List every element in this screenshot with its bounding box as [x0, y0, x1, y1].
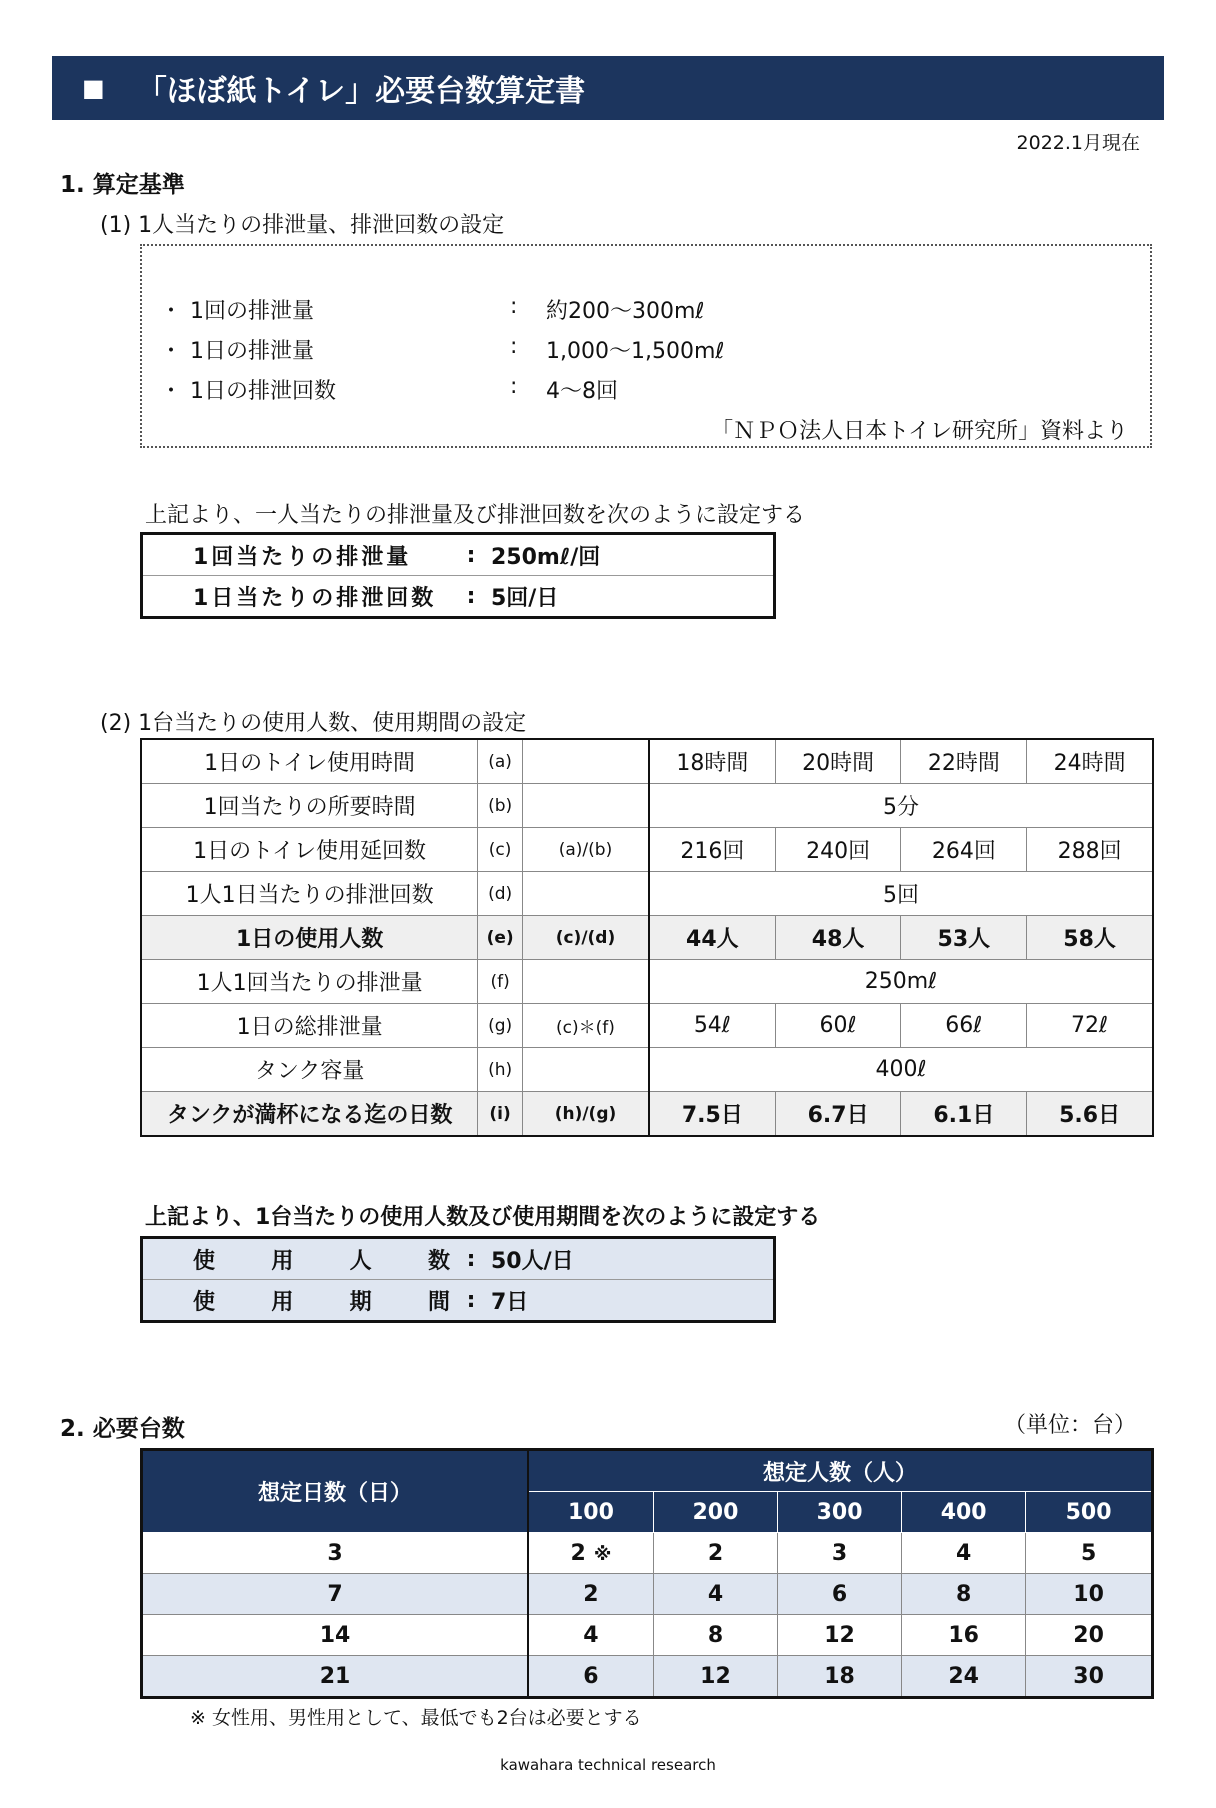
units-value: 3 — [831, 1540, 848, 1566]
days-header: 想定日数（日） — [142, 1450, 529, 1533]
row-label: タンク容量 — [141, 1048, 478, 1092]
row-label: 1日の総排泄量 — [141, 1004, 478, 1048]
units-value: 8 — [956, 1581, 972, 1607]
row-label: 1日のトイレ使用時間 — [141, 739, 478, 784]
value-cell: 6.7日 — [775, 1092, 901, 1137]
unit-label: （単位：台） — [1003, 1413, 1136, 1438]
value-cell: 288回 — [1027, 828, 1153, 872]
reference-label: 1日の排泄回数 — [190, 379, 336, 404]
table-row — [142, 1656, 1153, 1698]
colon: : — [510, 294, 518, 319]
units-value: 8 — [707, 1622, 724, 1648]
footnote: ※ 女性用、男性用として、最低でも2台は必要とする — [190, 1707, 642, 1729]
units-cell — [1026, 1533, 1153, 1574]
people-count-header: 100 — [528, 1492, 653, 1533]
people-header: 想定人数（人） — [528, 1450, 1153, 1492]
page-header — [52, 56, 1164, 120]
row-label: 1人1日当たりの排泄回数 — [141, 872, 478, 916]
colon: : — [510, 334, 518, 359]
table-row — [142, 1574, 1153, 1615]
value-cell: 48人 — [775, 916, 901, 960]
days-cell: 7 — [142, 1574, 529, 1615]
credit: kawahara technical research — [500, 1756, 716, 1774]
label-char: 期 — [349, 1289, 375, 1315]
value-cell-merged: 5回 — [649, 872, 1153, 916]
table-row — [141, 872, 1153, 916]
people-count-header: 400 — [902, 1492, 1026, 1533]
row-formula — [522, 784, 649, 828]
label-char: 間 — [427, 1289, 453, 1315]
reference-value: 4～8回 — [546, 379, 618, 404]
days-cell: 14 — [142, 1615, 529, 1656]
setting-value: 250mℓ/回 — [491, 544, 601, 570]
people-count-header: 300 — [778, 1492, 902, 1533]
units-cell — [528, 1533, 653, 1574]
setting-value: 5回/日 — [491, 585, 559, 611]
units-cell — [528, 1574, 653, 1615]
units-cell — [653, 1574, 777, 1615]
units-value: 16 — [948, 1622, 979, 1648]
value-cell: 240回 — [775, 828, 901, 872]
row-code: (b) — [478, 784, 523, 828]
reference-label: 1日の排泄量 — [190, 339, 314, 364]
row-formula — [522, 1048, 649, 1092]
units-value: 4 — [707, 1581, 724, 1607]
value-cell: 60ℓ — [775, 1004, 901, 1048]
units-value: 2 — [707, 1540, 724, 1566]
colon: : — [466, 542, 476, 568]
required-units-table — [140, 1448, 1154, 1699]
value-cell: 5.6日 — [1027, 1092, 1153, 1137]
label-char: 使 — [193, 1248, 219, 1274]
table-row — [141, 1092, 1153, 1137]
setting-row — [143, 1239, 773, 1279]
row-label: 1回当たりの所要時間 — [141, 784, 478, 828]
bullet: ・ — [160, 379, 183, 404]
table-row — [141, 1004, 1153, 1048]
reference-label: 1回の排泄量 — [190, 299, 314, 324]
label-char: 使 — [193, 1289, 219, 1315]
units-value: 2 — [570, 1540, 586, 1566]
setting-row — [143, 575, 773, 616]
reference-box — [140, 244, 1152, 448]
row-code: (d) — [478, 872, 523, 916]
row-formula — [522, 960, 649, 1004]
table-row — [141, 784, 1153, 828]
row-formula: (c)/(d) — [522, 916, 649, 960]
units-cell — [902, 1615, 1026, 1656]
square-icon: ■ — [82, 74, 105, 102]
units-cell — [653, 1615, 777, 1656]
date-label: 2022.1月現在 — [1016, 132, 1140, 154]
colon: : — [466, 583, 476, 609]
units-cell — [778, 1533, 902, 1574]
note-1: 上記より、一人当たりの排泄量及び排泄回数を次のように設定する — [145, 503, 806, 528]
colon: : — [466, 1246, 476, 1272]
row-code: (h) — [478, 1048, 523, 1092]
units-cell — [902, 1656, 1026, 1698]
row-code: (g) — [478, 1004, 523, 1048]
value-cell-merged: 5分 — [649, 784, 1153, 828]
row-label: 1日の使用人数 — [141, 916, 478, 960]
row-formula — [522, 872, 649, 916]
units-value: 12 — [824, 1622, 855, 1648]
units-value: 6 — [583, 1663, 599, 1689]
units-value: 5 — [1080, 1540, 1097, 1566]
setting-value: 7日 — [491, 1289, 529, 1315]
value-cell: 54ℓ — [649, 1004, 775, 1048]
value-cell: 66ℓ — [901, 1004, 1027, 1048]
section1-sub2: (2) 1台当たりの使用人数、使用期間の設定 — [100, 711, 527, 736]
setting-box-1 — [140, 532, 776, 619]
units-cell — [653, 1533, 777, 1574]
row-formula — [522, 739, 649, 784]
row-code: (a) — [478, 739, 523, 784]
label-char: 数 — [427, 1248, 453, 1274]
units-value: 4 — [583, 1622, 599, 1648]
value-cell: 72ℓ — [1027, 1004, 1153, 1048]
units-value: 2 — [583, 1581, 599, 1607]
row-label: 1人1回当たりの排泄量 — [141, 960, 478, 1004]
section2-title: 2. 必要台数 — [60, 1416, 185, 1442]
units-cell — [778, 1574, 902, 1615]
label-char: 用 — [271, 1248, 297, 1274]
units-value: 10 — [1073, 1581, 1104, 1607]
units-cell — [653, 1656, 777, 1698]
row-label: タンクが満杯になる迄の日数 — [141, 1092, 478, 1137]
label-char: 人 — [349, 1248, 375, 1274]
units-cell — [778, 1656, 902, 1698]
reference-row — [160, 374, 618, 405]
people-count-header: 200 — [653, 1492, 777, 1533]
row-formula: (a)/(b) — [522, 828, 649, 872]
value-cell: 53人 — [901, 916, 1027, 960]
bullet: ・ — [160, 299, 183, 324]
table-row — [141, 1048, 1153, 1092]
units-cell — [528, 1656, 653, 1698]
value-cell: 20時間 — [775, 739, 901, 784]
reference-row — [160, 334, 724, 365]
units-cell — [778, 1615, 902, 1656]
footnote-mark: ※ — [593, 1543, 612, 1565]
value-cell: 216回 — [649, 828, 775, 872]
setting-box-2 — [140, 1236, 776, 1323]
units-value: 30 — [1073, 1663, 1104, 1689]
setting-row — [143, 535, 773, 575]
units-value: 6 — [831, 1581, 848, 1607]
value-cell-merged: 250mℓ — [649, 960, 1153, 1004]
table-row — [142, 1615, 1153, 1656]
reference-value: 1,000～1,500mℓ — [546, 339, 725, 364]
setting-label: 1日当たりの排泄回数 — [193, 585, 437, 611]
units-cell — [528, 1615, 653, 1656]
bullet: ・ — [160, 339, 183, 364]
section1-sub1: (1) 1人当たりの排泄量、排泄回数の設定 — [100, 213, 505, 238]
value-cell-merged: 400ℓ — [649, 1048, 1153, 1092]
value-cell: 58人 — [1027, 916, 1153, 960]
row-code: (e) — [478, 916, 523, 960]
usage-table — [140, 738, 1154, 1137]
value-cell: 6.1日 — [901, 1092, 1027, 1137]
table-row — [141, 960, 1153, 1004]
row-formula: (h)/(g) — [522, 1092, 649, 1137]
note-2: 上記より、1台当たりの使用人数及び使用期間を次のように設定する — [145, 1205, 821, 1230]
label-char: 用 — [271, 1289, 297, 1315]
units-cell — [1026, 1574, 1153, 1615]
units-cell — [902, 1574, 1026, 1615]
setting-value: 50人/日 — [491, 1248, 574, 1274]
value-cell: 264回 — [901, 828, 1027, 872]
units-cell — [1026, 1615, 1153, 1656]
days-cell: 21 — [142, 1656, 529, 1698]
people-count-header: 500 — [1026, 1492, 1153, 1533]
units-value: 18 — [824, 1663, 855, 1689]
row-code: (c) — [478, 828, 523, 872]
reference-source: 「ＮＰＯ法人日本トイレ研究所」資料より — [711, 419, 1128, 444]
row-code: (f) — [478, 960, 523, 1004]
value-cell: 24時間 — [1027, 739, 1153, 784]
value-cell: 22時間 — [901, 739, 1027, 784]
table-row — [141, 916, 1153, 960]
colon: : — [510, 374, 518, 399]
setting-label — [143, 1244, 453, 1275]
setting-row — [143, 1279, 773, 1320]
units-value: 12 — [700, 1663, 731, 1689]
reference-value: 約200～300mℓ — [546, 299, 705, 324]
table-row — [142, 1533, 1153, 1574]
units-cell — [1026, 1656, 1153, 1698]
page-title: 「ほぼ紙トイレ」必要台数算定書 — [136, 74, 586, 109]
section1-title: 1. 算定基準 — [60, 172, 185, 198]
row-label: 1日のトイレ使用延回数 — [141, 828, 478, 872]
units-value: 4 — [956, 1540, 972, 1566]
row-formula: (c)＊(f) — [522, 1004, 649, 1048]
value-cell: 18時間 — [649, 739, 775, 784]
table-row — [141, 739, 1153, 784]
row-code: (i) — [478, 1092, 523, 1137]
table-row — [141, 828, 1153, 872]
reference-row — [160, 294, 705, 325]
units-value: 24 — [948, 1663, 979, 1689]
units-value: 20 — [1073, 1622, 1104, 1648]
days-cell: 3 — [142, 1533, 529, 1574]
value-cell: 44人 — [649, 916, 775, 960]
units-cell — [902, 1533, 1026, 1574]
colon: : — [466, 1287, 476, 1313]
value-cell: 7.5日 — [649, 1092, 775, 1137]
setting-label — [143, 1285, 453, 1316]
setting-label: 1回当たりの排泄量 — [193, 544, 412, 570]
